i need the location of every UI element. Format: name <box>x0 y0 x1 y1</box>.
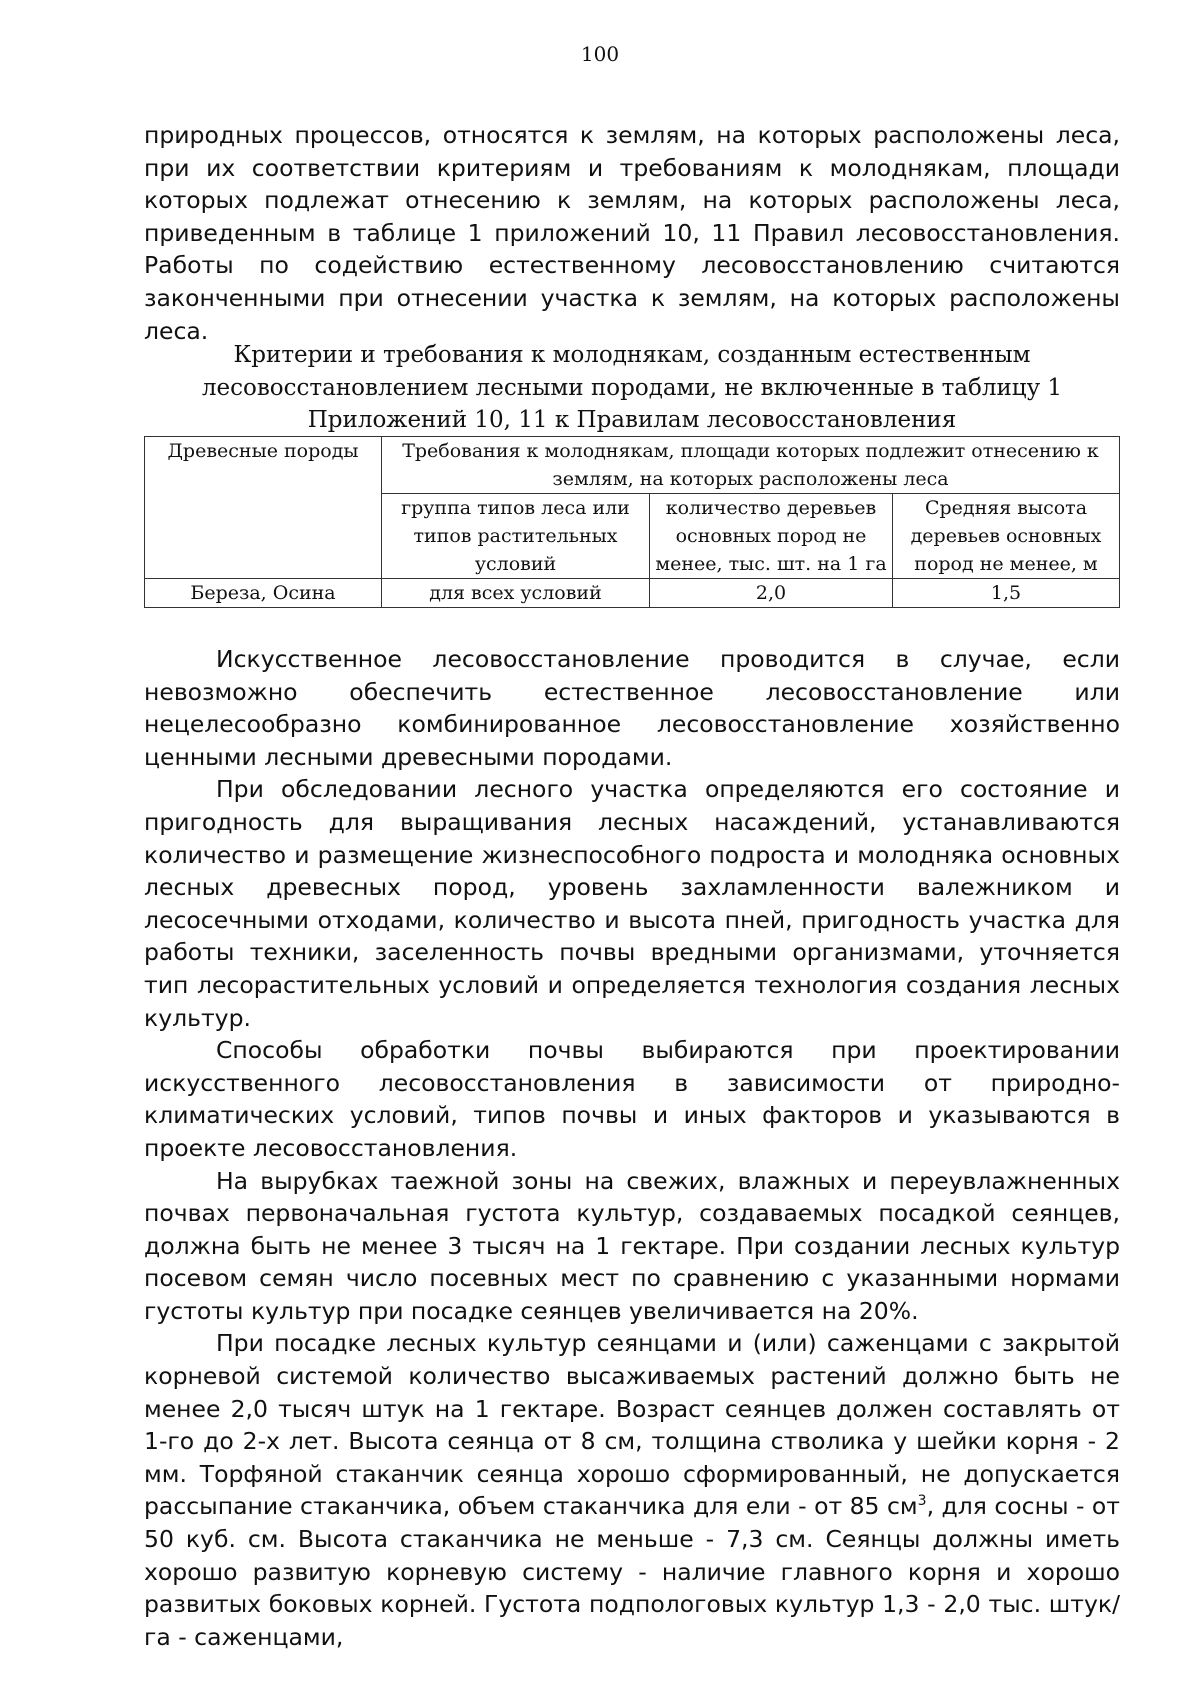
table-row <box>145 579 1120 608</box>
header-avg-height: Средняя высота деревьев основных пород не менее, м <box>893 494 1120 579</box>
table-caption-line: Критерии и требования к молоднякам, созданным естественным <box>233 342 1031 368</box>
header-requirements: Требования к молоднякам, площади которых подлежит отнесению к землям, на которых расположены леса <box>382 437 1120 494</box>
header-species: Древесные породы <box>145 437 382 579</box>
table-header-row <box>145 437 1120 494</box>
body-text <box>144 643 1120 1653</box>
paragraph-last-part2: , для сосны - от 50 куб. см. Высота стаканчика не меньше - 7,3 см. Сеянцы должны иметь хорошо развитую корневую систему - наличие главного корня и хорошо развитых боковых корней. Густота подпологовых культур 1,3 - 2,0 тыс. штук/га - саженцами, <box>144 1492 1121 1651</box>
intro-text <box>144 119 1120 347</box>
table-caption-line: лесовосстановлением лесными породами, не включенные в таблицу 1 <box>201 374 1063 401</box>
header-forest-type: группа типов леса или типов растительных условий <box>382 494 650 579</box>
paragraph: Искусственное лесовосстановление проводится в случае, если невозможно обеспечить естественное лесовосстановление или нецелесообразно комбинированное лесовосстановление хозяйственно ценными лесными древесными породами. <box>144 645 1120 771</box>
superscript-cubed: 3 <box>917 1493 927 1510</box>
table-caption <box>144 339 1120 437</box>
paragraph: При обследовании лесного участка определяются его состояние и пригодность для выращивания лесных насаждений, устанавливаются количество и размещение жизнеспособного подроста и молодняка основных лесных древесных пород, уровень захламленности валежником и лесосечными отходами, количество и высота пней, пригодность участка для работы техники, заселенность почвы вредными организмами, уточняется тип лесорастительных условий и определяется технология создания лесных культур. <box>144 775 1120 1032</box>
table-caption-line: Приложений 10, 11 к Правилам лесовосстановления <box>307 407 957 434</box>
cell-species: Береза, Осина <box>145 579 382 608</box>
paragraph: Способы обработки почвы выбираются при проектировании искусственного лесовосстановления в зависимости от природно-климатических условий, типов почвы и иных факторов и указываются в проекте лесовосстановления. <box>144 1036 1120 1162</box>
cell-forest-type: для всех условий <box>382 579 650 608</box>
cell-tree-count: 2,0 <box>650 579 893 608</box>
paragraph: На вырубках таежной зоны на свежих, влажных и переувлажненных почвах первоначальная густота культур, создаваемых посадкой сеянцев, должна быть не менее 3 тысяч на 1 гектаре. При создании лесных культур посевом семян число посевных мест по сравнению с указанными нормами густоты культур при посадке сеянцев увеличивается на 20%. <box>144 1166 1120 1325</box>
intro-paragraph: природных процессов, относятся к землям, на которых расположены леса, при их соответствии критериям и требованиям к молоднякам, площади которых подлежат отнесению к землям, на которых расположены леса, приведенным в таблице 1 приложений 10, 11 Правил лесовосстановления. Работы по содействию естественному лесовосстановлению считаются законченными при отнесении участка к землям, на которых расположены леса. <box>144 121 1120 345</box>
criteria-table <box>144 436 1120 608</box>
page-number: 100 <box>580 42 620 66</box>
header-tree-count: количество деревьев основных пород не менее, тыс. шт. на 1 га <box>650 494 893 579</box>
cell-avg-height: 1,5 <box>893 579 1120 608</box>
paragraph-last <box>144 1327 1120 1653</box>
paragraph-last-part1: При посадке лесных культур сеянцами и (или) саженцами с закрытой корневой системой количество высаживаемых растений должно быть не менее 2,0 тысяч штук на 1 гектаре. Возраст сеянцев должен составлять от 1-го до 2-х лет. Высота сеянца от 8 см, толщина стволика у шейки корня - 2 мм. Торфяной стаканчик сеянца хорошо сформированный, не допускается рассыпание стаканчика, объем стаканчика для ели - от 85 см <box>144 1329 1120 1521</box>
